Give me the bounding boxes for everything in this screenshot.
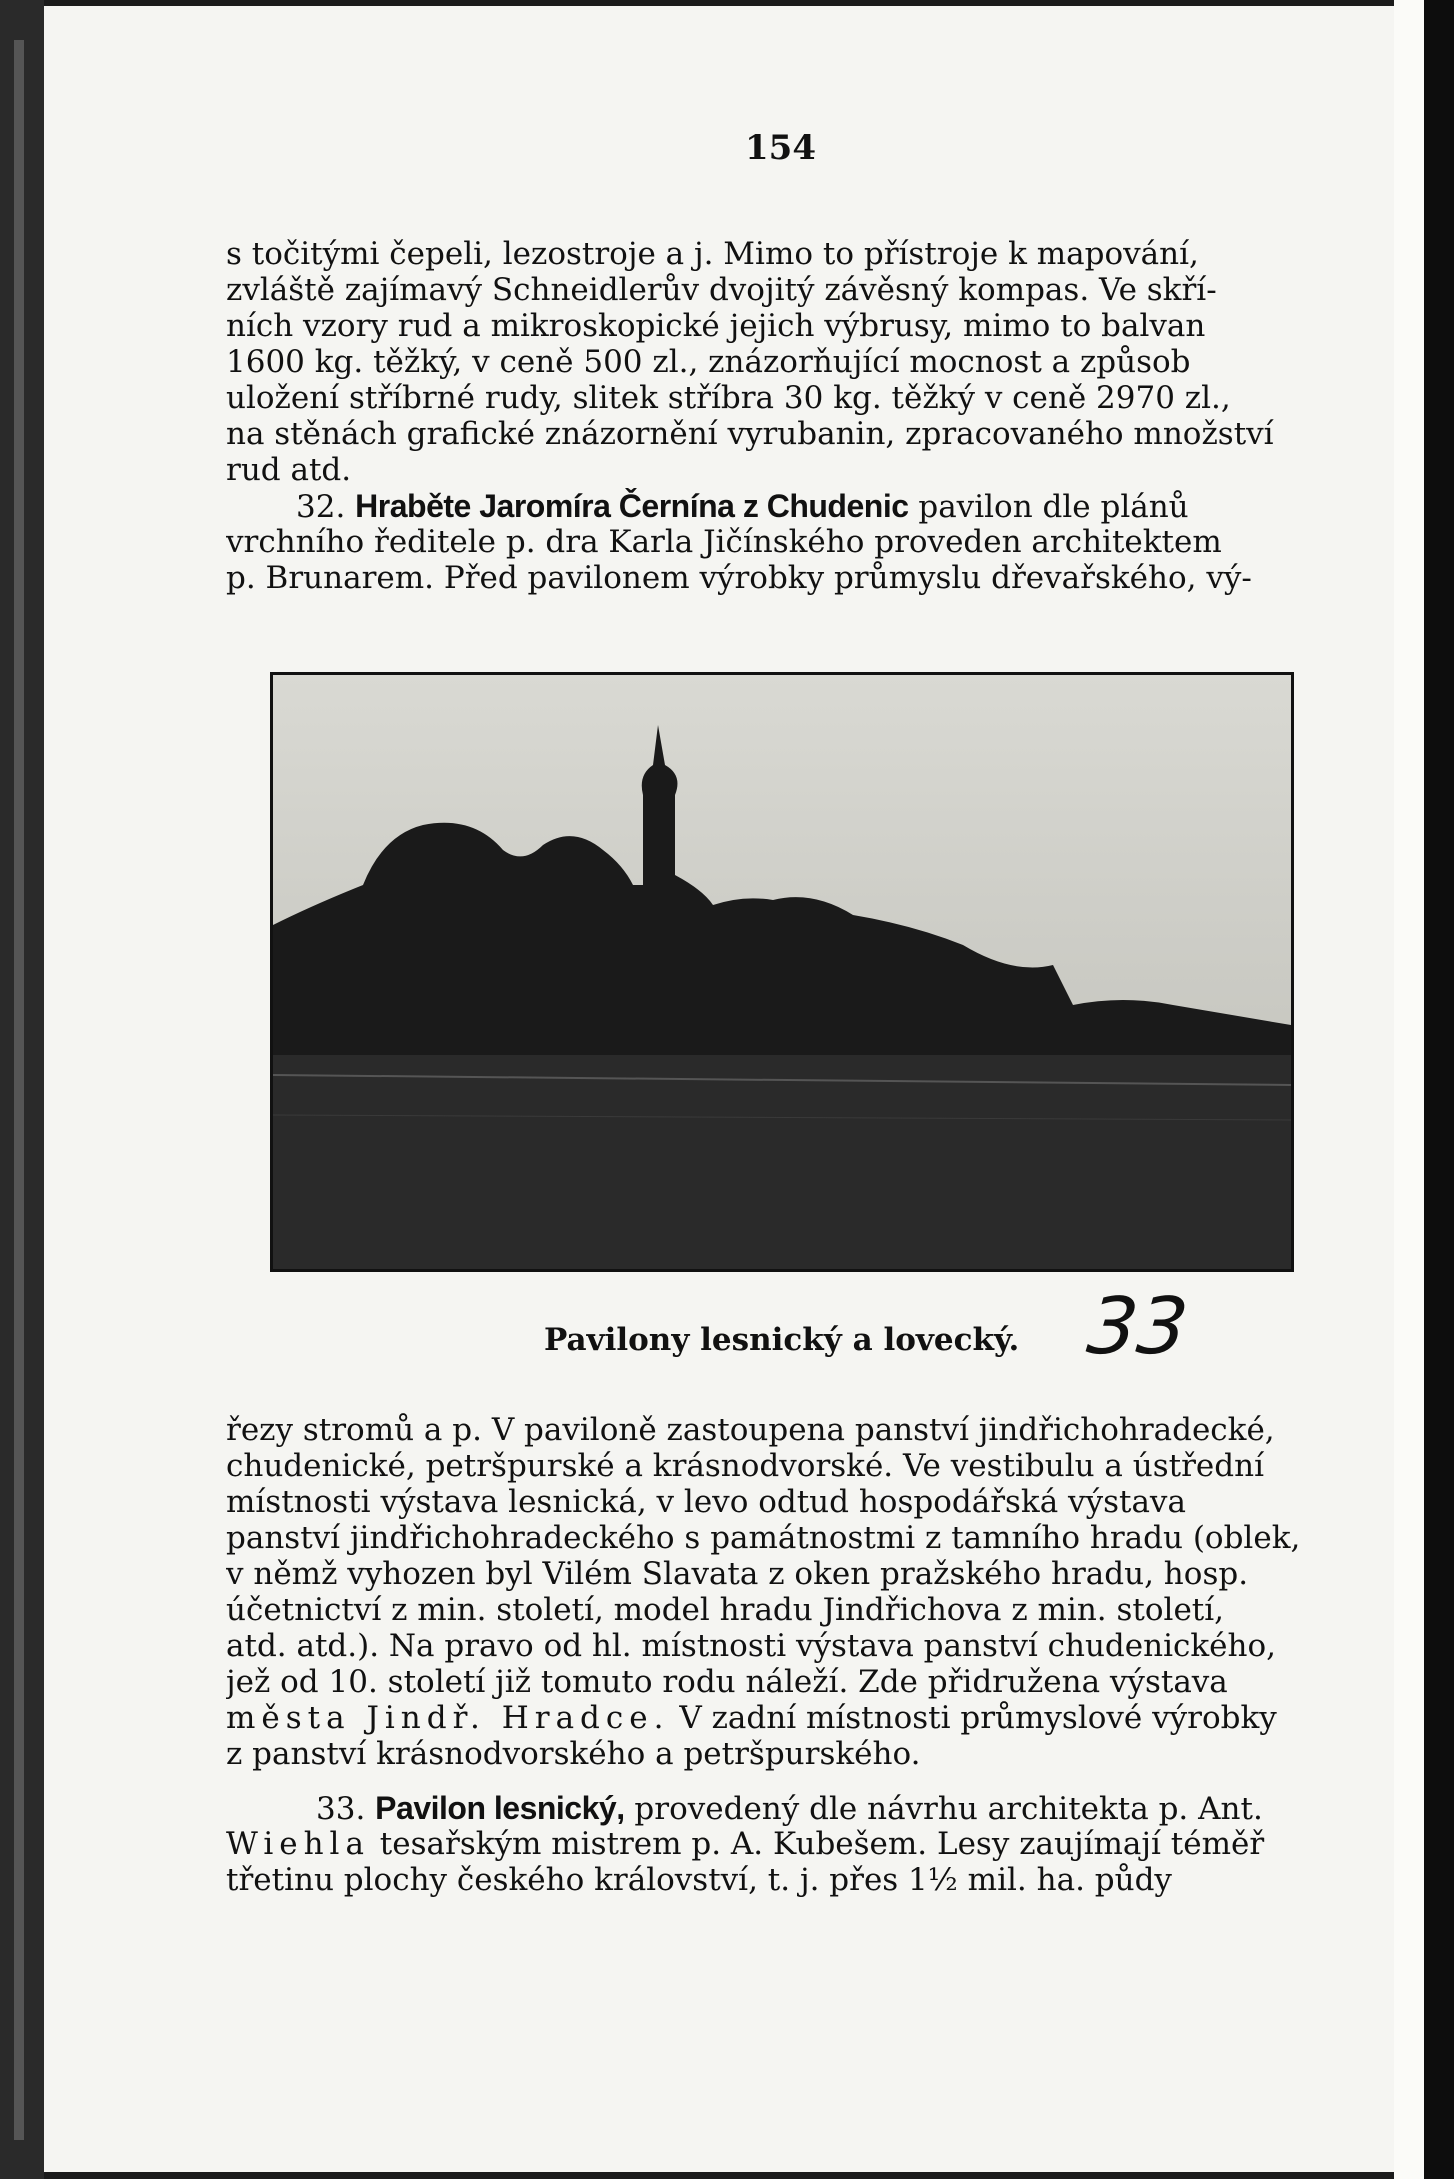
- text-line: účetnictví z min. století, model hradu Jindřichova z min. století,: [226, 1592, 1225, 1628]
- text-line: atd. atd.). Na pravo od hl. místnosti výstava panství chudenického,: [226, 1628, 1276, 1664]
- text-span: tesařským mistrem p. A. Kubešem. Lesy zaujímají téměř: [369, 1826, 1265, 1862]
- section-number: 33.: [316, 1791, 366, 1827]
- spaced-text: města Jindř. Hradce.: [226, 1700, 670, 1736]
- text-line: jež od 10. století již tomuto rodu náleží. Zde přidružena výstava: [226, 1664, 1228, 1700]
- text-line: [226, 1700, 1338, 1736]
- text-line: 1600 kg. těžký, v ceně 500 zl., znázorňující mocnost a způsob: [226, 344, 1191, 380]
- text-span: pavilon dle plánů: [918, 489, 1189, 525]
- pavilion-photograph: [270, 672, 1294, 1272]
- text-line: rud atd.: [226, 452, 352, 488]
- text-line: řezy stromů a p. V paviloně zastoupena panství jindřichohradecké,: [226, 1412, 1275, 1448]
- text-line: chudenické, petršpurské a krásnodvorské. Ve vestibulu a ústřední: [226, 1448, 1264, 1484]
- text-span: provedený dle návrhu architekta p. Ant.: [624, 1791, 1263, 1827]
- text-line: na stěnách grafické znázornění vyrubanin, zpracovaného množství: [226, 416, 1274, 452]
- section-33-heading-line: [316, 1790, 1338, 1827]
- spaced-text: Wiehla: [226, 1826, 370, 1862]
- scan-right-edge: [1424, 0, 1454, 2179]
- text-line: uložení stříbrné rudy, slitek stříbra 30 kg. těžký v ceně 2970 zl.,: [226, 380, 1231, 416]
- section-32-heading-line: [296, 488, 1338, 525]
- text-span: V zadní místnosti průmyslové výrobky: [669, 1700, 1277, 1736]
- text-line: vrchního ředitele p. dra Karla Jičínského proveden architektem: [226, 524, 1222, 560]
- scan-right-margin: [1394, 0, 1424, 2179]
- text-line: p. Brunarem. Před pavilonem výrobky průmyslu dřevařského, vý-: [226, 560, 1252, 596]
- scan-binding-stripe: [14, 40, 24, 2140]
- text-line: zvláště zajímavý Schneidlerův dvojitý závěsný kompas. Ve skří-: [226, 272, 1217, 308]
- page-number: 154: [745, 128, 816, 168]
- text-line: s točitými čepeli, lezostroje a j. Mimo to přístroje k mapování,: [226, 236, 1199, 272]
- section-number: 32.: [296, 489, 346, 525]
- section-heading: Hraběte Jaromíra Černína z Chudenic: [355, 488, 909, 524]
- section-heading: Pavilon lesnický,: [375, 1790, 625, 1826]
- text-line: [226, 1826, 1338, 1862]
- text-line: v němž vyhozen byl Vilém Slavata z oken pražského hradu, hosp.: [226, 1556, 1249, 1592]
- figure-caption: Pavilony lesnický a lovecký.: [544, 1322, 1020, 1358]
- text-line: ních vzory rud a mikroskopické jejich výbrusy, mimo to balvan: [226, 308, 1206, 344]
- text-line: panství jindřichohradeckého s památnostmi z tamního hradu (oblek,: [226, 1520, 1301, 1556]
- text-line: místnosti výstava lesnická, v levo odtud hospodářská výstava: [226, 1484, 1186, 1520]
- text-line: z panství krásnodvorského a petršpurského.: [226, 1736, 921, 1772]
- handwritten-number: 33: [1083, 1282, 1192, 1372]
- photo-image: [273, 675, 1291, 1269]
- text-line: třetinu plochy českého království, t. j. přes 1½ mil. ha. půdy: [226, 1862, 1172, 1898]
